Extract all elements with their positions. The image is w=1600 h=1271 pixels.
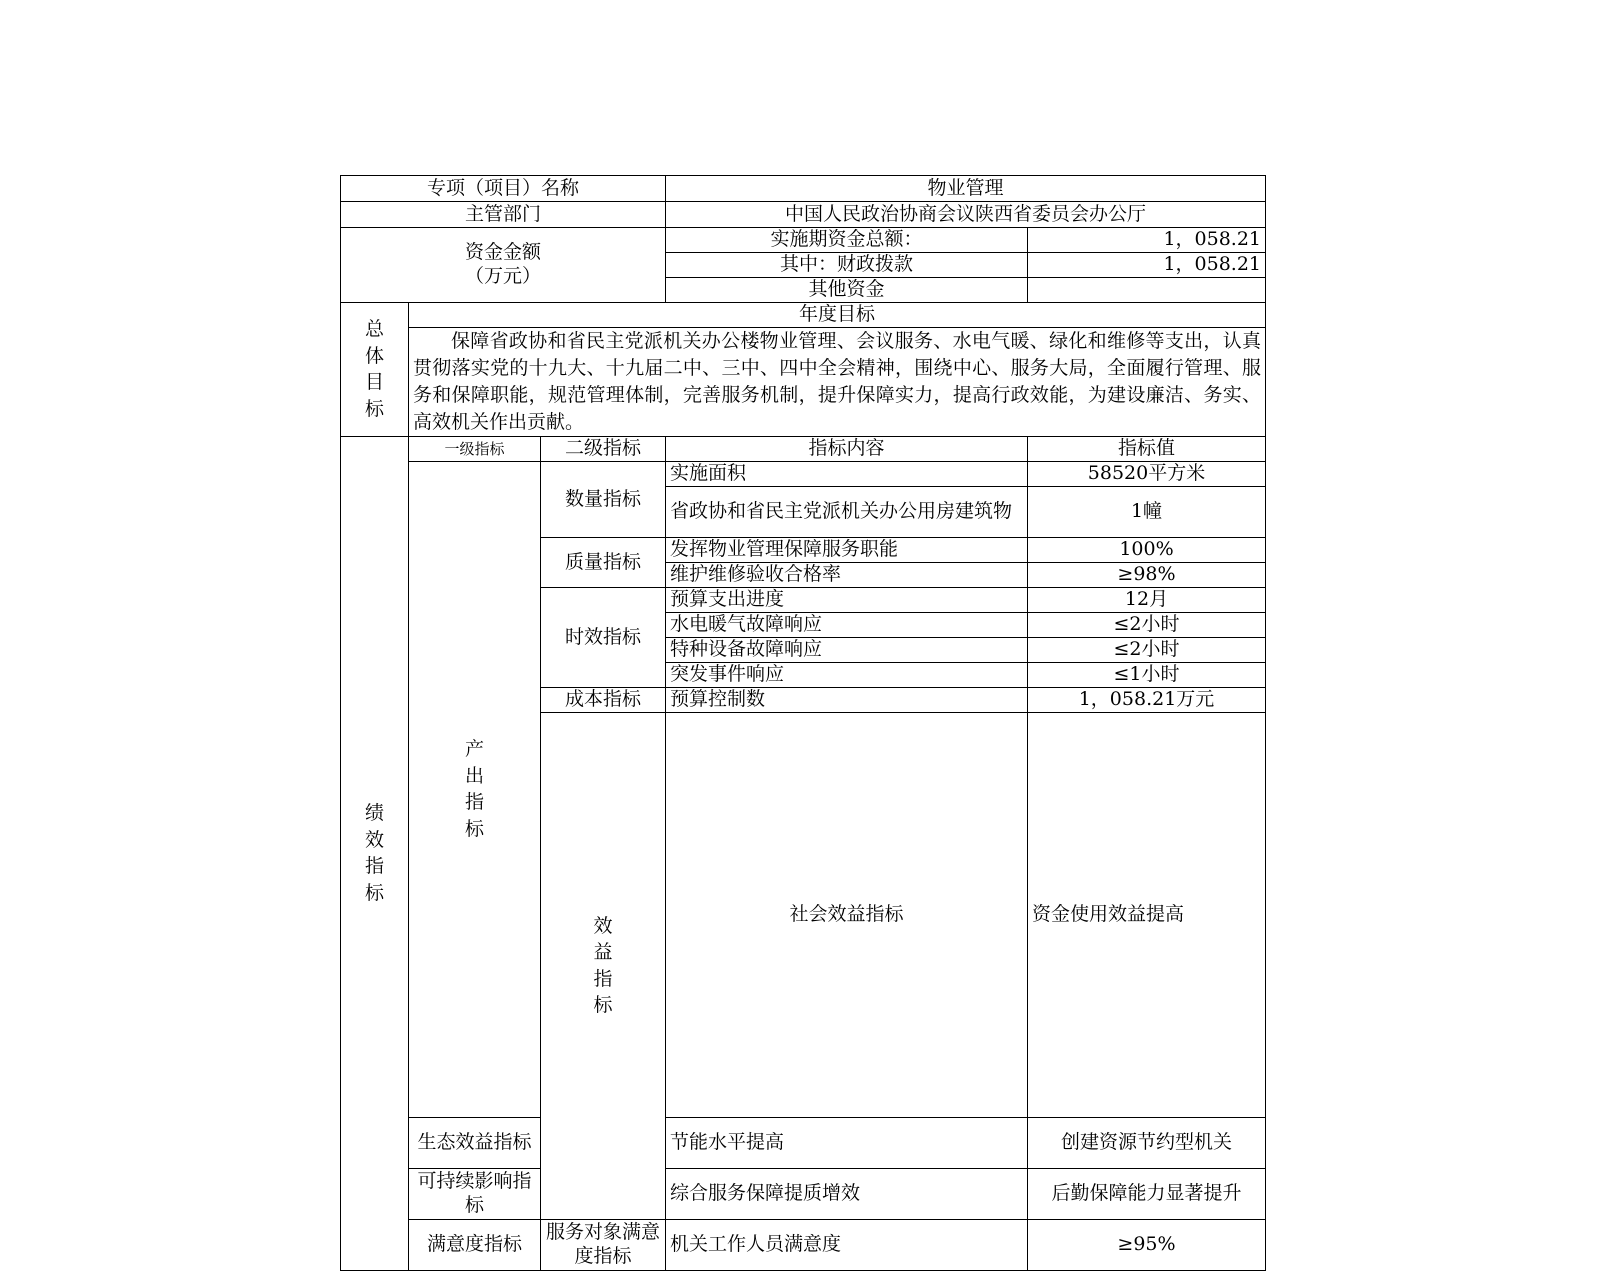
funds-label xyxy=(341,228,666,303)
header-level2: 二级指标 xyxy=(541,436,666,461)
overall-goal-side-text: 总体目标 xyxy=(365,318,385,421)
social-benefit-label: 社会效益指标 xyxy=(666,712,1028,1117)
indicator-content: 维护维修验收合格率 xyxy=(666,562,1028,587)
cost-indicator-label: 成本指标 xyxy=(541,687,666,712)
indicator-value: ≤2小时 xyxy=(1028,612,1266,637)
timeliness-indicator-label: 时效指标 xyxy=(541,587,666,687)
indicator-value: ≥95% xyxy=(1028,1219,1266,1270)
indicator-content: 资金使用效益提高 xyxy=(1028,712,1266,1117)
performance-side-text: 绩效指标 xyxy=(365,802,385,904)
indicator-value: ≤2小时 xyxy=(1028,637,1266,662)
indicator-content: 省政协和省民主党派机关办公用房建筑物 xyxy=(666,486,1028,537)
header-content: 指标内容 xyxy=(666,436,1028,461)
header-value: 指标值 xyxy=(1028,436,1266,461)
indicator-value: 1，058.21万元 xyxy=(1028,687,1266,712)
sustainable-impact-label: 可持续影响指标 xyxy=(409,1168,541,1219)
total-funds-label: 实施期资金总额： xyxy=(666,228,1028,253)
indicator-value: 100% xyxy=(1028,537,1266,562)
indicator-content: 特种设备故障响应 xyxy=(666,637,1028,662)
funds-label-line2: （万元） xyxy=(464,265,541,287)
department-label: 主管部门 xyxy=(341,202,666,228)
indicator-value: 后勤保障能力显著提升 xyxy=(1028,1168,1266,1219)
indicator-content: 预算支出进度 xyxy=(666,587,1028,612)
other-funds-label: 其他资金 xyxy=(666,278,1028,303)
project-name-label: 专项（项目）名称 xyxy=(341,176,666,202)
indicator-content: 预算控制数 xyxy=(666,687,1028,712)
indicator-value: ≤1小时 xyxy=(1028,662,1266,687)
ecological-benefit-label: 生态效益指标 xyxy=(409,1117,541,1168)
fiscal-funds-label: 其中：财政拨款 xyxy=(666,253,1028,278)
annual-goal-label: 年度目标 xyxy=(409,303,1266,328)
indicator-content: 节能水平提高 xyxy=(666,1117,1028,1168)
benefit-indicator-text: 效益指标 xyxy=(593,914,613,1017)
funds-label-line1: 资金金额 xyxy=(464,241,541,264)
indicator-content: 实施面积 xyxy=(666,461,1028,486)
total-funds-value: 1，058.21 xyxy=(1028,228,1266,253)
indicator-value: 12月 xyxy=(1028,587,1266,612)
output-indicator-label xyxy=(409,461,541,1117)
output-indicator-text: 产出指标 xyxy=(465,738,485,840)
indicator-value: 58520平方米 xyxy=(1028,461,1266,486)
benefit-indicator-label xyxy=(541,712,666,1219)
overall-goal-side-label xyxy=(341,303,409,437)
performance-side-label xyxy=(341,436,409,1270)
indicator-value: ≥98% xyxy=(1028,562,1266,587)
performance-target-table xyxy=(340,175,1266,1271)
indicator-content: 突发事件响应 xyxy=(666,662,1028,687)
other-funds-value xyxy=(1028,278,1266,303)
quality-indicator-label: 质量指标 xyxy=(541,537,666,587)
indicator-value: 1幢 xyxy=(1028,486,1266,537)
indicator-value: 创建资源节约型机关 xyxy=(1028,1117,1266,1168)
indicator-content: 水电暖气故障响应 xyxy=(666,612,1028,637)
satisfaction-indicator-label: 满意度指标 xyxy=(409,1219,541,1270)
service-satisfaction-label: 服务对象满意度指标 xyxy=(541,1219,666,1270)
quantity-indicator-label: 数量指标 xyxy=(541,461,666,537)
project-name-value: 物业管理 xyxy=(666,176,1266,202)
indicator-content: 机关工作人员满意度 xyxy=(666,1219,1028,1270)
indicator-content: 综合服务保障提质增效 xyxy=(666,1168,1028,1219)
annual-goal-text: 保障省政协和省民主党派机关办公楼物业管理、会议服务、水电气暖、绿化和维修等支出，认真贯彻落实党的十九大、十九届二中、三中、四中全会精神，围绕中心、服务大局，全面履行管理、服务和保障职能，规范管理体制，完善服务机制，提升保障实力，提高行政效能，为建设廉洁、务实、高效机关作出贡献。 xyxy=(409,328,1266,437)
department-value: 中国人民政治协商会议陕西省委员会办公厅 xyxy=(666,202,1266,228)
indicator-content: 发挥物业管理保障服务职能 xyxy=(666,537,1028,562)
fiscal-funds-value: 1，058.21 xyxy=(1028,253,1266,278)
header-level1: 一级指标 xyxy=(409,436,541,461)
